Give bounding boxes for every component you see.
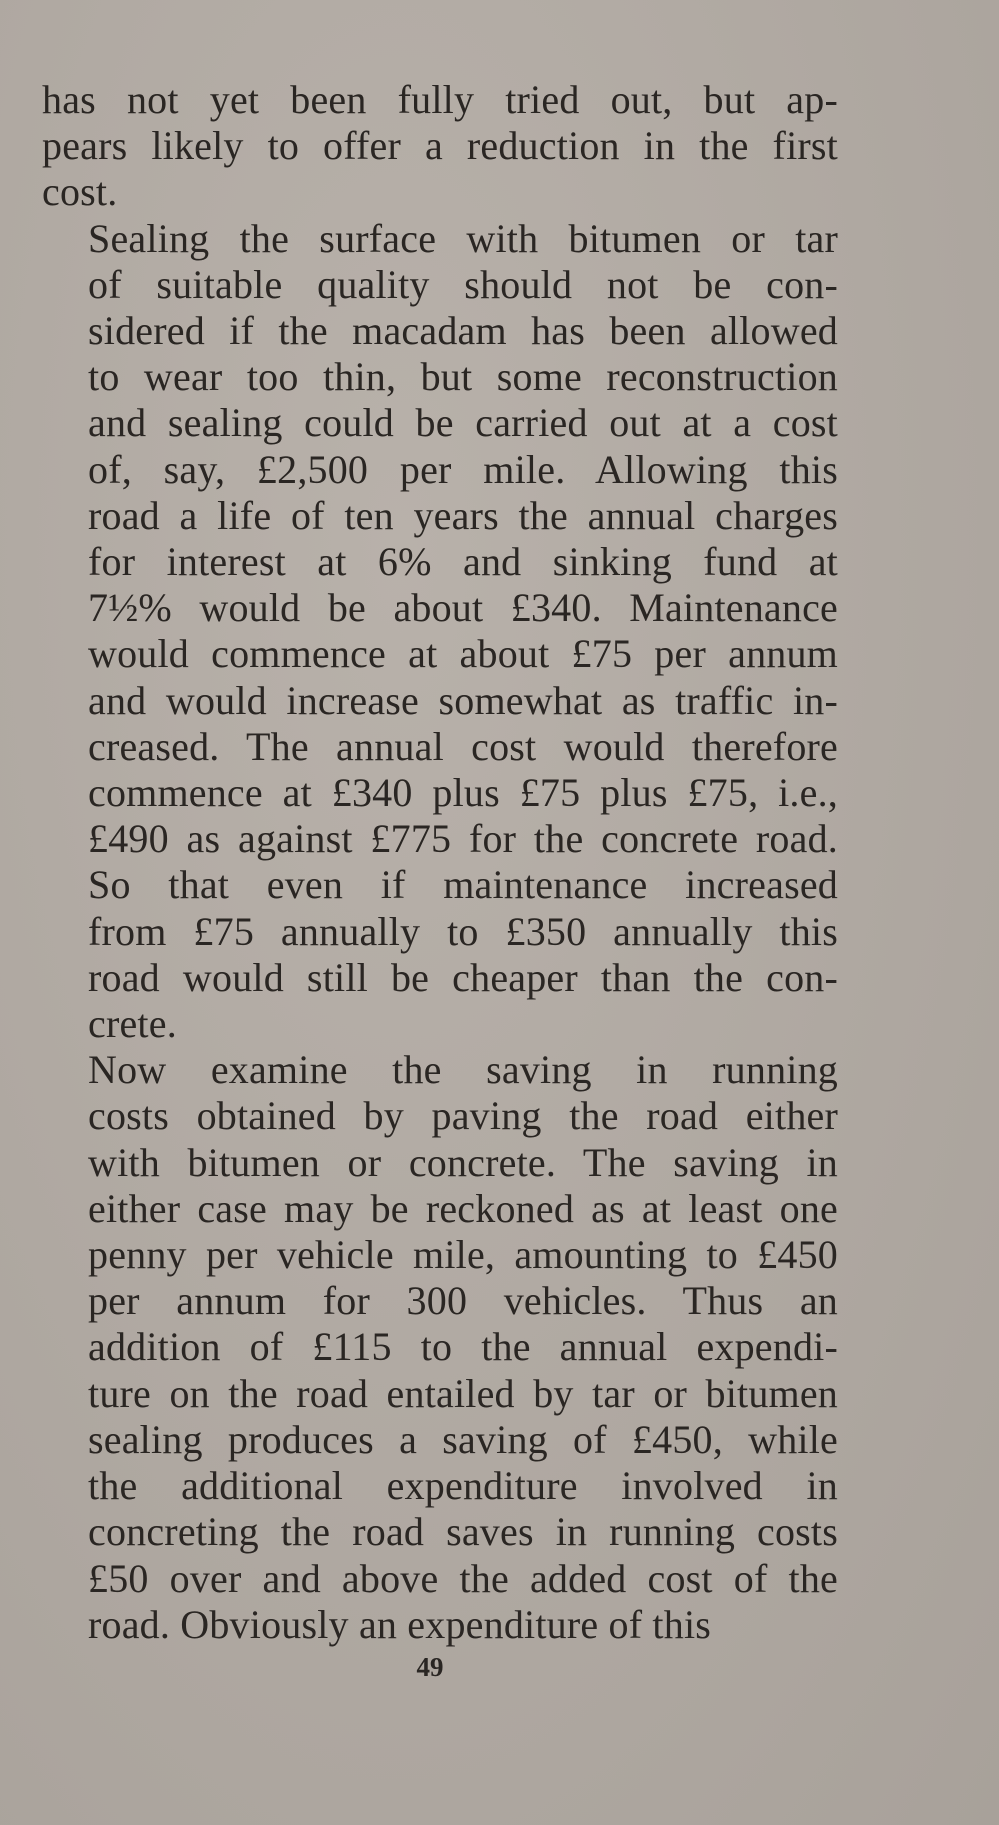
text-line: penny per vehicle mile, amounting to £450: [88, 1232, 838, 1278]
text-line: concreting the road saves in running costs: [88, 1509, 838, 1555]
text-line: costs obtained by paving the road either: [88, 1093, 838, 1139]
text-line: Now examine the saving in running: [88, 1047, 838, 1093]
text-line: and would increase somewhat as traffic in-: [88, 677, 838, 723]
text-line: addition of £115 to the annual expendi-: [88, 1324, 838, 1370]
text-line: sealing produces a saving of £450, while: [88, 1416, 838, 1462]
text-line: for interest at 6% and sinking fund at: [88, 539, 838, 585]
text-line: £490 as against £775 for the concrete road.: [88, 816, 838, 862]
text-line: would commence at about £75 per annum: [88, 631, 838, 677]
text-line: 7½% would be about £340. Maintenance: [88, 585, 838, 631]
text-line: either case may be reckoned as at least one: [88, 1185, 838, 1231]
paragraph-2: [42, 216, 838, 1048]
text-line: commence at £340 plus £75 plus £75, i.e.,: [88, 770, 838, 816]
text-line: crete.: [88, 1001, 177, 1047]
text-line: to wear too thin, but some reconstruction: [88, 354, 838, 400]
text-line: of, say, £2,500 per mile. Allowing this: [88, 446, 838, 492]
text-line: the additional expenditure involved in: [88, 1463, 838, 1509]
text-line: So that even if maintenance increased: [88, 862, 838, 908]
text-line: pears likely to offer a reduction in the first: [42, 123, 838, 169]
text-line: has not yet been fully tried out, but ap-: [42, 77, 838, 122]
text-line: creased. The annual cost would therefore: [88, 723, 838, 769]
text-line: from £75 annually to £350 annually this: [88, 908, 838, 954]
body-text: [42, 77, 838, 1648]
text-line: and sealing could be carried out at a cost: [88, 400, 838, 446]
page-number: 49: [416, 1652, 444, 1682]
text-line: £50 over and above the added cost of the: [88, 1555, 838, 1601]
text-line: road. Obviously an expenditure of this: [88, 1601, 712, 1647]
text-line: with bitumen or concrete. The saving in: [88, 1139, 838, 1185]
text-line: road would still be cheaper than the con-: [88, 954, 838, 1000]
paragraph-3: [42, 1047, 838, 1648]
paragraph-1: [42, 77, 838, 216]
text-line: sidered if the macadam has been allowed: [88, 308, 838, 354]
text-line: of suitable quality should not be con-: [88, 261, 838, 307]
text-line: road a life of ten years the annual charges: [88, 492, 838, 538]
text-line: Sealing the surface with bitumen or tar: [88, 215, 838, 261]
text-line: cost.: [42, 169, 118, 215]
text-line: ture on the road entailed by tar or bitumen: [88, 1370, 838, 1416]
text-line: per annum for 300 vehicles. Thus an: [88, 1278, 838, 1324]
